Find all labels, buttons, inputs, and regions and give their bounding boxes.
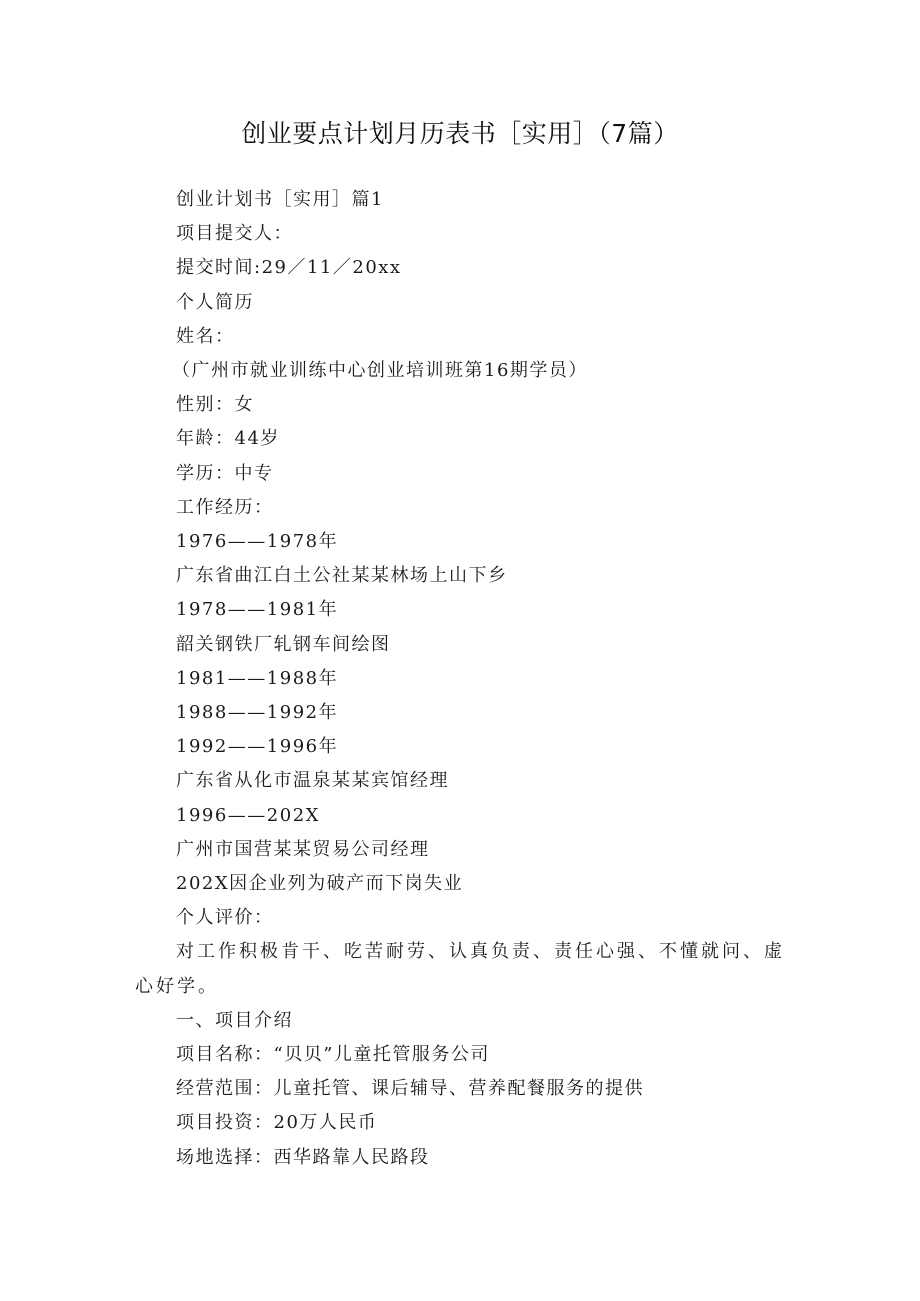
text-line: 场地选择：西华路靠人民路段 [176, 1146, 430, 1168]
text-line: 姓名： [176, 325, 235, 347]
text-line: 1992——1996年 [176, 736, 339, 758]
text-line: 1981——1988年 [176, 667, 339, 689]
text-line: 学历：中专 [176, 462, 274, 484]
text-line: 个人简历 [176, 291, 254, 313]
text-line: 202X因企业列为破产而下岗失业 [176, 873, 464, 895]
text-line: 个人评价： [176, 907, 274, 929]
text-line: 项目名称：“贝贝”儿童托管服务公司 [176, 1044, 490, 1066]
paragraph: 对工作积极肯干、吃苦耐劳、认真负责、责任心强、不懂就问、虚心好学。 [135, 941, 785, 997]
text-line: 广东省从化市温泉某某宾馆经理 [176, 770, 449, 792]
text-line: 广州市国营某某贸易公司经理 [176, 838, 430, 860]
document-body [135, 183, 785, 1175]
document-title: 创业要点计划月历表书［实用］（7篇） [241, 119, 679, 148]
text-line: 1978——1981年 [176, 599, 339, 621]
text-line: （广州市就业训练中心创业培训班第16期学员） [172, 360, 588, 382]
text-line: 1996——202X [176, 804, 320, 826]
text-line: 项目提交人： [176, 223, 293, 245]
text-line: 提交时间:29／11／20xx [176, 257, 402, 279]
text-line: 年龄：44岁 [176, 428, 280, 450]
text-line: 韶关钢铁厂轧钢车间绘图 [176, 633, 391, 655]
text-line: 广东省曲江白土公社某某林场上山下乡 [176, 565, 508, 587]
text-line: 性别：女 [176, 394, 254, 416]
text-line: 1988——1992年 [176, 702, 339, 724]
section-heading: 创业计划书［实用］篇1 [176, 189, 384, 210]
text-line: 工作经历： [176, 496, 274, 518]
text-line: 经营范围：儿童托管、课后辅导、营养配餐服务的提供 [176, 1078, 644, 1100]
text-line: 项目投资：20万人民币 [176, 1112, 378, 1134]
text-line: 1976——1978年 [176, 531, 339, 553]
section-heading: 一、项目介绍 [176, 1009, 293, 1031]
